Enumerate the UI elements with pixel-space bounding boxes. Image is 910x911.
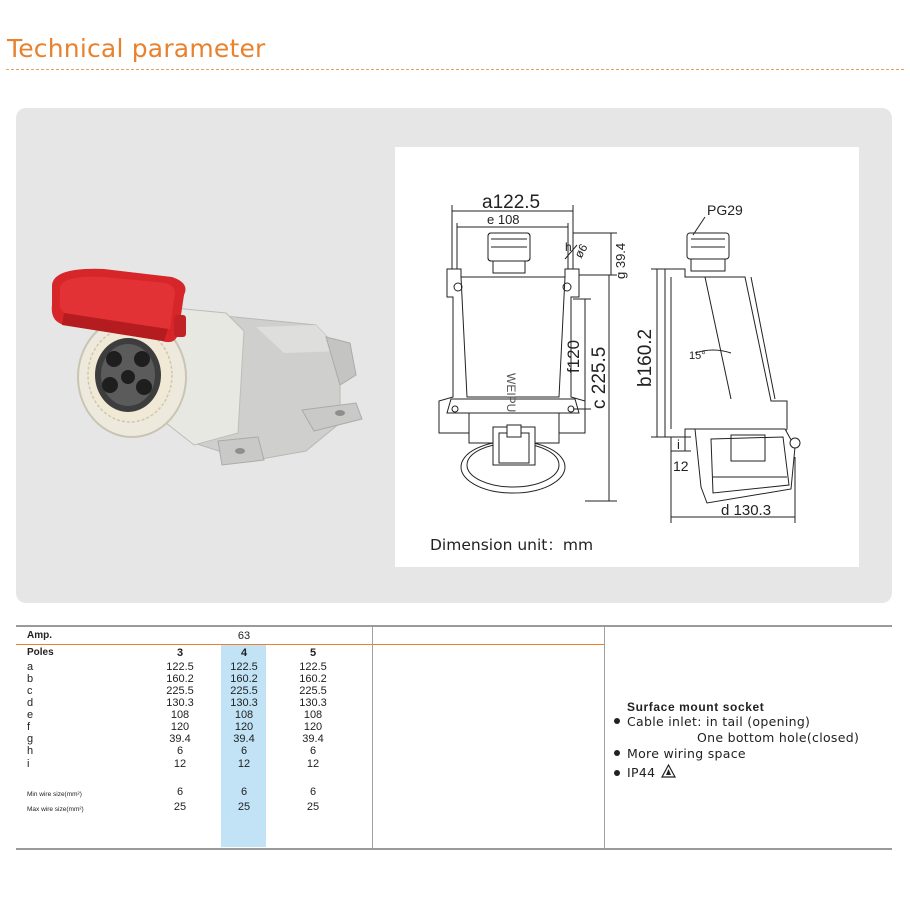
- table-cell: 122.5: [230, 661, 258, 673]
- table-cell: 12: [306, 758, 320, 770]
- amp-value: 63: [237, 630, 251, 642]
- poles-value: 4: [240, 647, 248, 659]
- table-cell: 160.2: [299, 673, 327, 685]
- bullet-icon: [614, 770, 620, 776]
- feature-item: Cable inlet: in tail (opening): [627, 714, 811, 729]
- dim-f-label: f120: [564, 339, 583, 373]
- table-cell: 6: [176, 745, 184, 757]
- poles-label: Poles: [27, 647, 54, 658]
- page-title: Technical parameter: [7, 34, 266, 63]
- brand-mark: WEIPU: [504, 373, 518, 413]
- table-header-divider: [16, 644, 604, 645]
- table-cell: 12: [173, 758, 187, 770]
- dim-b-label: b160.2: [635, 328, 656, 387]
- dim-g-label: g 39.4: [613, 242, 628, 279]
- table-cell: 160.2: [166, 673, 194, 685]
- table-cell: 25: [237, 801, 251, 813]
- row-label: g: [27, 733, 34, 745]
- features-title: Surface mount socket: [627, 700, 765, 714]
- wire-size-label: Max wire size(mm²): [27, 806, 84, 813]
- table-cell: 225.5: [299, 685, 327, 697]
- table-cell: 225.5: [166, 685, 194, 697]
- table-cell: 122.5: [166, 661, 194, 673]
- dim-e-label: e 108: [487, 212, 520, 227]
- table-cell: 122.5: [299, 661, 327, 673]
- table-top-border: [16, 625, 892, 627]
- table-cell: 225.5: [230, 685, 258, 697]
- dim-d-label: d 130.3: [721, 502, 772, 519]
- table-cell: 6: [240, 745, 248, 757]
- poles-value: 3: [176, 647, 184, 659]
- wire-size-label: Min wire size(mm²): [27, 791, 82, 798]
- table-cell: 108: [234, 709, 254, 721]
- feature-item: More wiring space: [627, 746, 746, 761]
- table-cell: 120: [170, 721, 190, 733]
- socket-product-image: [44, 255, 374, 485]
- dim-i-value: 12: [673, 458, 689, 474]
- amp-label: Amp.: [27, 630, 52, 641]
- dim-pg-label: PG29: [707, 202, 743, 218]
- dim-h-label: h: [565, 240, 572, 254]
- dimension-drawing: [395, 147, 859, 567]
- table-cell: 108: [303, 709, 323, 721]
- dimension-unit-note: Dimension unit：mm: [430, 536, 594, 554]
- dim-i-label: i: [677, 437, 680, 452]
- warning-triangle-icon: [661, 764, 676, 778]
- table-cell: 108: [170, 709, 190, 721]
- row-label: d: [27, 697, 34, 709]
- row-label: h: [27, 745, 34, 757]
- bullet-icon: [614, 718, 620, 724]
- table-cell: 6: [176, 786, 184, 798]
- table-cell: 120: [303, 721, 323, 733]
- table-column-divider: [604, 627, 605, 848]
- table-cell: 160.2: [230, 673, 258, 685]
- dim-angle-label: 15°: [689, 350, 706, 362]
- dim-a-label: a122.5: [482, 192, 541, 213]
- table-cell: 130.3: [230, 697, 258, 709]
- table-cell: 39.4: [233, 733, 255, 745]
- table-cell: 6: [240, 786, 248, 798]
- table-cell: 12: [237, 758, 251, 770]
- row-label: f: [27, 721, 31, 733]
- table-cell: 120: [234, 721, 254, 733]
- table-cell: 6: [309, 745, 317, 757]
- bullet-icon: [614, 750, 620, 756]
- table-cell: 130.3: [299, 697, 327, 709]
- table-cell: 25: [173, 801, 187, 813]
- poles-value: 5: [309, 647, 317, 659]
- dim-h-value: ø6: [571, 241, 591, 261]
- row-label: i: [27, 758, 30, 770]
- dim-c-label: c 225.5: [589, 346, 610, 409]
- table-cell: 6: [309, 786, 317, 798]
- feature-item: One bottom hole(closed): [697, 730, 860, 745]
- table-column-divider: [372, 627, 373, 848]
- table-cell: 130.3: [166, 697, 194, 709]
- feature-item: IP44: [627, 765, 656, 780]
- table-bottom-border: [16, 848, 892, 850]
- row-label: a: [27, 661, 34, 673]
- title-divider: [6, 69, 904, 70]
- table-cell: 39.4: [169, 733, 191, 745]
- row-label: c: [27, 685, 33, 697]
- row-label: e: [27, 709, 34, 721]
- table-cell: 39.4: [302, 733, 324, 745]
- table-cell: 25: [306, 801, 320, 813]
- row-label: b: [27, 673, 34, 685]
